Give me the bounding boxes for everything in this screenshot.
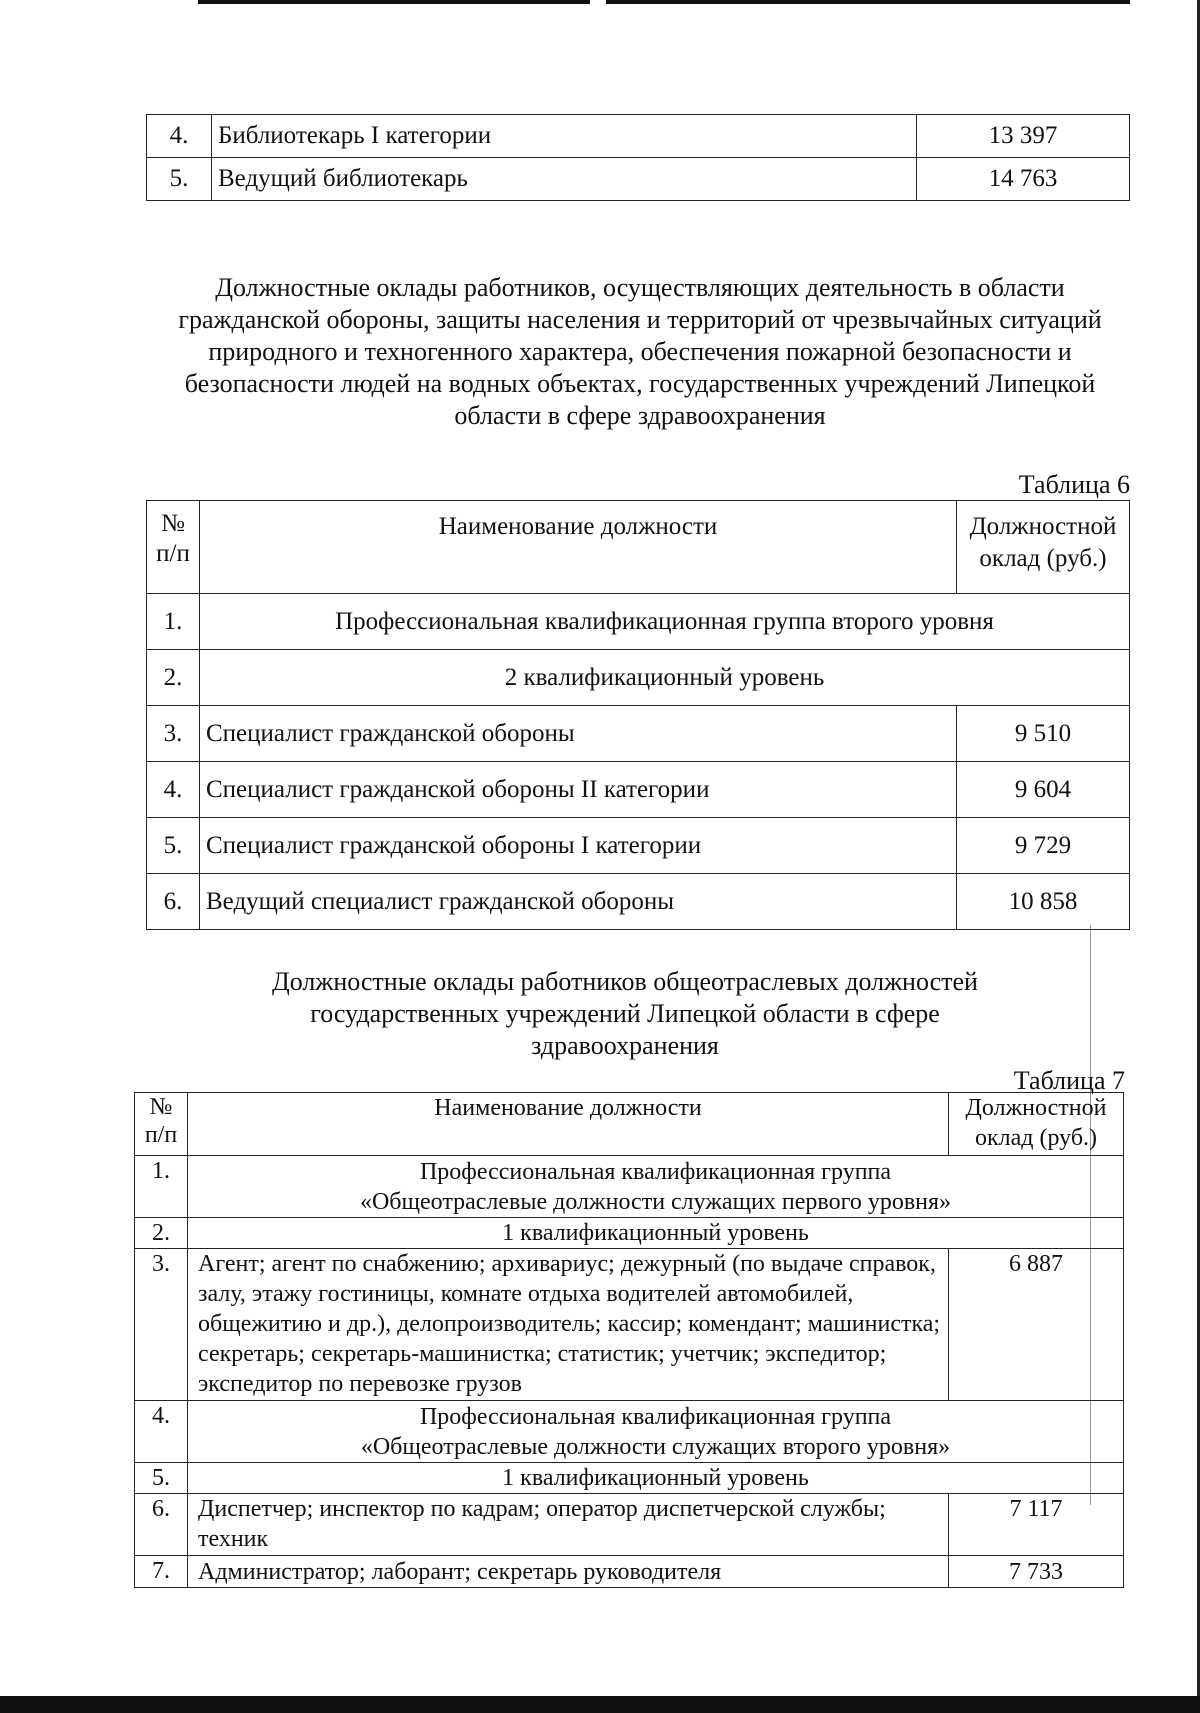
salary-value: 9 729 [957,818,1130,874]
row-number: 7. [135,1556,188,1588]
section-6-heading: Должностные оклады работников, осуществляющих деятельность в области гражданской обороны, защиты населения и территорий от чрезвычайных ситуаций природного и техногенного характера, обеспечения пожарной безопасности и безопасности людей на водных объектах, государственных учреждений Липецкой области в сфере здравоохранения [178,273,1102,430]
salary-value: 7 117 [949,1494,1124,1556]
table-row [135,1401,1124,1463]
table-row [147,874,1130,930]
row-number: 2. [147,650,200,706]
column-header-salary: Должностной оклад (руб.) [949,1093,1124,1156]
position-name: Специалист гражданской обороны I категории [200,818,957,874]
column-header-salary: Должностной оклад (руб.) [957,501,1130,594]
row-number: 4. [147,115,212,158]
group-title [188,1401,1124,1463]
salary-value: 7 733 [949,1556,1124,1588]
table-row [135,1556,1124,1588]
row-number: 5. [147,818,200,874]
position-name: Библиотекарь I категории [212,115,917,158]
table-row [147,594,1130,650]
table-row [147,762,1130,818]
scan-top-line-left [198,0,590,4]
position-name: Администратор; лаборант; секретарь руководителя [188,1556,949,1588]
top-table [146,114,1130,201]
column-header-name: Наименование должности [200,501,957,594]
table-row [147,650,1130,706]
position-name: Специалист гражданской обороны II категории [200,762,957,818]
table-7 [134,1092,1124,1588]
row-number: 3. [147,706,200,762]
section-7-heading: Должностные оклады работников общеотраслевых должностей государственных учреждений Липецкой области в сфере здравоохранения [272,967,978,1060]
table-row [147,818,1130,874]
scan-top-line-right [606,0,1130,4]
row-number: 2. [135,1218,188,1249]
group-title: Профессиональная квалификационная группа второго уровня [200,594,1130,650]
table-row [135,1218,1124,1249]
level-title: 2 квалификационный уровень [200,650,1130,706]
row-number: 6. [147,874,200,930]
table-header-row [147,501,1130,594]
table-row [147,115,1130,158]
salary-value: 14 763 [917,158,1130,201]
row-number: 5. [135,1463,188,1494]
table-row [135,1156,1124,1218]
table-row [135,1249,1124,1401]
group-title [188,1156,1124,1218]
level-title: 1 квалификационный уровень [188,1218,1124,1249]
column-header-number: № п/п [135,1093,188,1156]
table-6-label: Таблица 6 [1018,470,1130,499]
table-7-label: Таблица 7 [1013,1066,1125,1095]
table-row [135,1463,1124,1494]
scan-bottom-bar [0,1696,1200,1713]
salary-value: 6 887 [949,1249,1124,1401]
row-number: 5. [147,158,212,201]
group-title-text: Профессиональная квалификационная группа «Общеотраслевые должности служащих второго уровня» [360,1403,951,1460]
position-name: Диспетчер; инспектор по кадрам; оператор диспетчерской службы; техник [188,1494,949,1556]
level-title: 1 квалификационный уровень [188,1463,1124,1494]
table-row [147,706,1130,762]
row-number: 4. [147,762,200,818]
column-header-number: № п/п [147,501,200,594]
table-6 [146,500,1130,930]
table-row [135,1494,1124,1556]
salary-value: 10 858 [957,874,1130,930]
position-name: Агент; агент по снабжению; архивариус; дежурный (по выдаче справок, залу, этажу гостиницы, комнате отдыха водителей автомобилей, общежитию и др.), делопроизводитель; кассир; комендант; машинистка; секретарь; секретарь-машинистка; статистик; учетчик; экспедитор; экспедитор по перевозке грузов [188,1249,949,1401]
position-name: Ведущий специалист гражданской обороны [200,874,957,930]
table-header-row [135,1093,1124,1156]
column-header-name: Наименование должности [188,1093,949,1156]
row-number: 1. [147,594,200,650]
row-number: 6. [135,1494,188,1556]
salary-value: 9 604 [957,762,1130,818]
group-title-text: Профессиональная квалификационная группа «Общеотраслевые должности служащих первого уровня» [359,1158,952,1215]
row-number: 1. [135,1156,188,1218]
salary-value: 13 397 [917,115,1130,158]
salary-value: 9 510 [957,706,1130,762]
position-name: Ведущий библиотекарь [212,158,917,201]
table-row [147,158,1130,201]
row-number: 4. [135,1401,188,1463]
position-name: Специалист гражданской обороны [200,706,957,762]
row-number: 3. [135,1249,188,1401]
